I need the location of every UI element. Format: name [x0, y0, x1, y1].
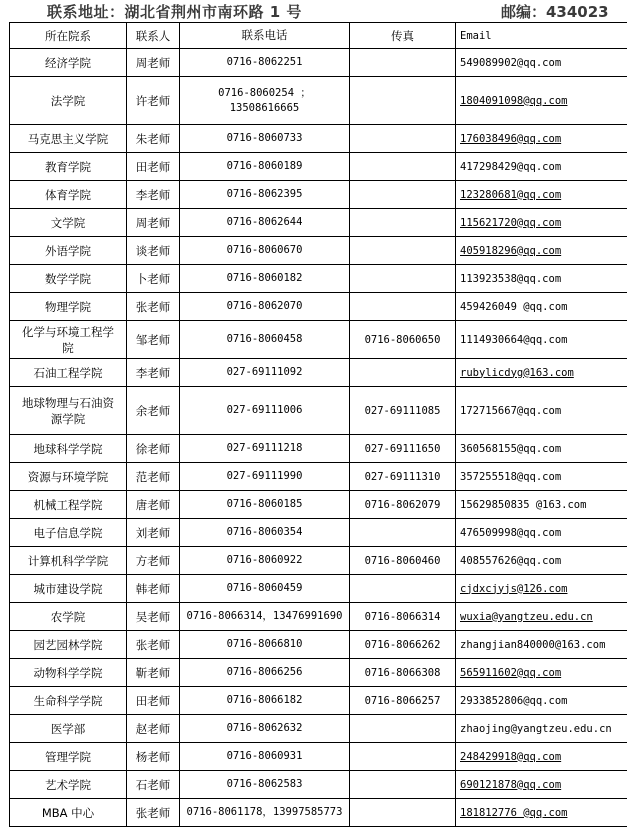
department-cell-text: 体育学院: [45, 187, 91, 202]
phone-cell: [180, 387, 350, 435]
email-link[interactable]: 248429918@qq.com: [460, 750, 562, 763]
email-cell: [456, 519, 627, 547]
contact-table: [9, 22, 627, 827]
fax-cell: [350, 387, 456, 435]
department-cell: [10, 435, 127, 463]
table-row: [10, 237, 627, 265]
table-row: [10, 49, 627, 77]
column-header-fax: 传真: [350, 23, 456, 49]
fax-cell: [350, 209, 456, 237]
contact-cell-text: 周老师: [135, 215, 171, 230]
email-link: 360568155@qq.com: [460, 442, 562, 455]
department-cell-text: 资源与环境学院: [27, 469, 109, 484]
phone-cell: [180, 519, 350, 547]
contact-cell: [127, 293, 180, 321]
table-header-row: [10, 23, 627, 49]
phone-cell: [180, 49, 350, 77]
contact-cell: [127, 631, 180, 659]
email-cell: [456, 547, 627, 575]
email-link: 113923538@qq.com: [460, 272, 562, 285]
department-cell-text: 马克思主义学院: [27, 131, 109, 146]
phone-cell: [180, 209, 350, 237]
phone-cell: [180, 237, 350, 265]
phone-cell-text: 027-69111092: [226, 366, 303, 378]
contact-cell: [127, 491, 180, 519]
fax-cell-text: 0716-8066262: [364, 638, 441, 651]
department-cell: [10, 575, 127, 603]
department-cell-text: 电子信息学院: [33, 525, 103, 540]
fax-cell: [350, 519, 456, 547]
table-row: [10, 293, 627, 321]
table-row: [10, 575, 627, 603]
email-cell: [456, 631, 627, 659]
email-link: zhangjian840000@163.com: [460, 638, 606, 651]
contact-cell: [127, 387, 180, 435]
email-link: zhaojing@yangtzeu.edu.cn: [460, 722, 612, 735]
phone-cell-text: 0716-8060922: [226, 554, 303, 566]
department-cell: [10, 321, 127, 359]
contact-cell: [127, 125, 180, 153]
department-cell: [10, 153, 127, 181]
email-cell: [456, 237, 627, 265]
phone-cell: [180, 359, 350, 387]
contact-cell: [127, 209, 180, 237]
email-cell: [456, 743, 627, 771]
fax-cell-text: 0716-8062079: [364, 498, 441, 511]
table-row: [10, 547, 627, 575]
department-cell-text: 城市建设学院: [33, 581, 103, 596]
contact-cell: [127, 265, 180, 293]
contact-cell: [127, 237, 180, 265]
phone-cell: [180, 743, 350, 771]
email-link: 408557626@qq.com: [460, 554, 562, 567]
fax-cell-text: 027-69111085: [364, 404, 441, 417]
fax-cell: [350, 237, 456, 265]
contact-cell: [127, 49, 180, 77]
contact-cell: [127, 463, 180, 491]
fax-cell: [350, 631, 456, 659]
contact-cell-text: 李老师: [135, 365, 171, 380]
table-row: [10, 659, 627, 687]
phone-cell: [180, 153, 350, 181]
phone-cell: [180, 181, 350, 209]
fax-cell: [350, 547, 456, 575]
phone-cell: [180, 631, 350, 659]
email-cell: [456, 181, 627, 209]
fax-cell-text: 0716-8066314: [364, 610, 441, 623]
department-cell-text: 计算机科学学院: [27, 553, 109, 568]
email-cell: [456, 209, 627, 237]
contact-cell-text: 唐老师: [135, 497, 171, 512]
contact-cell-text: 张老师: [135, 805, 171, 820]
email-cell: [456, 715, 627, 743]
email-link: 549089902@qq.com: [460, 56, 562, 69]
fax-cell: [350, 321, 456, 359]
department-cell-text: 艺术学院: [45, 777, 91, 792]
phone-cell-text: 0716-8060733: [226, 132, 303, 144]
phone-cell: [180, 463, 350, 491]
phone-cell: [180, 603, 350, 631]
department-cell: [10, 293, 127, 321]
contact-cell-text: 邹老师: [135, 332, 171, 347]
contact-cell: [127, 743, 180, 771]
department-cell: [10, 687, 127, 715]
department-cell: [10, 77, 127, 125]
department-cell: [10, 49, 127, 77]
department-cell: [10, 125, 127, 153]
contact-cell: [127, 771, 180, 799]
email-cell: [456, 491, 627, 519]
fax-cell-text: 027-69111650: [364, 442, 441, 455]
fax-cell-text: 0716-8066308: [364, 666, 441, 679]
phone-cell-text: 0716-8066182: [226, 694, 303, 706]
email-cell: [456, 771, 627, 799]
email-link: 357255518@qq.com: [460, 470, 562, 483]
fax-cell: [350, 49, 456, 77]
table-row: [10, 153, 627, 181]
fax-cell-text: 027-69111310: [364, 470, 441, 483]
contact-cell-text: 朱老师: [135, 131, 171, 146]
contact-cell: [127, 715, 180, 743]
contact-cell: [127, 77, 180, 125]
department-cell: [10, 181, 127, 209]
email-cell: [456, 125, 627, 153]
department-cell: [10, 547, 127, 575]
contact-cell-text: 周老师: [135, 55, 171, 70]
department-cell: [10, 265, 127, 293]
department-cell-text: 法学院: [50, 93, 86, 108]
table-row: [10, 491, 627, 519]
phone-cell-text: 0716-8060931: [226, 750, 303, 762]
department-cell: [10, 237, 127, 265]
table-row: [10, 631, 627, 659]
fax-cell: [350, 265, 456, 293]
column-header-contact: 联系人: [127, 23, 180, 49]
department-cell-text: 经济学院: [45, 55, 91, 70]
email-cell: [456, 77, 627, 125]
contact-cell: [127, 687, 180, 715]
phone-cell-text: 0716-8060458: [226, 333, 303, 345]
phone-cell-text: 0716-8060182: [226, 272, 303, 284]
phone-cell: [180, 575, 350, 603]
contact-cell: [127, 799, 180, 827]
email-cell: [456, 435, 627, 463]
email-link[interactable]: rubylicdyg@163.com: [460, 366, 574, 379]
table-row: [10, 435, 627, 463]
contact-cell-text: 吴老师: [135, 609, 171, 624]
fax-cell: [350, 575, 456, 603]
phone-cell-text: 027-69111218: [226, 442, 303, 454]
email-link[interactable]: 181812776 @qq.com: [460, 806, 568, 819]
table-row: [10, 77, 627, 125]
phone-cell: [180, 491, 350, 519]
table-row: [10, 463, 627, 491]
phone-cell-text: 0716-8062644: [226, 216, 303, 228]
phone-cell-text: 0716-8060185: [226, 498, 303, 510]
contact-cell-text: 田老师: [135, 159, 171, 174]
department-cell: [10, 519, 127, 547]
fax-cell-text: 0716-8060460: [364, 554, 441, 567]
email-cell: [456, 575, 627, 603]
department-cell-text: 数学学院: [45, 271, 91, 286]
phone-cell: [180, 659, 350, 687]
table-row: [10, 265, 627, 293]
department-cell: [10, 631, 127, 659]
phone-cell-text: 0716-8060354: [226, 526, 303, 538]
department-cell-text: 外语学院: [45, 243, 91, 258]
table-row: [10, 181, 627, 209]
column-header-email: Email: [456, 23, 627, 49]
phone-cell: [180, 321, 350, 359]
email-cell: [456, 153, 627, 181]
phone-cell-text: 0716-8062583: [226, 778, 303, 790]
email-link: 417298429@qq.com: [460, 160, 562, 173]
table-row: [10, 687, 627, 715]
fax-cell: [350, 435, 456, 463]
phone-cell: [180, 125, 350, 153]
contact-cell-text: 许老师: [135, 93, 171, 108]
contact-cell: [127, 519, 180, 547]
phone-cell-text: 0716-8060459: [226, 582, 303, 594]
email-cell: [456, 49, 627, 77]
email-link[interactable]: 1804091098@qq.com: [460, 94, 568, 107]
table-row: [10, 603, 627, 631]
email-link: 1114930664@qq.com: [460, 333, 568, 346]
email-link[interactable]: 115621720@qq.com: [460, 216, 562, 229]
email-link[interactable]: cjdxcjyjs@126.com: [460, 582, 568, 595]
email-link[interactable]: 176038496@qq.com: [460, 132, 562, 145]
fax-cell: [350, 771, 456, 799]
phone-cell: [180, 771, 350, 799]
table-row: [10, 743, 627, 771]
contact-cell-text: 张老师: [135, 637, 171, 652]
department-cell: [10, 209, 127, 237]
contact-cell-text: 赵老师: [135, 721, 171, 736]
contact-cell-text: 卜老师: [135, 271, 171, 286]
department-cell-text: 医学部: [50, 721, 86, 736]
email-cell: [456, 687, 627, 715]
fax-cell: [350, 463, 456, 491]
department-cell-text: 地球物理与石油资 源学院: [22, 395, 114, 426]
contact-cell-text: 方老师: [135, 553, 171, 568]
contact-cell: [127, 435, 180, 463]
table-row: [10, 715, 627, 743]
contact-cell: [127, 153, 180, 181]
fax-cell: [350, 659, 456, 687]
table-row: [10, 387, 627, 435]
fax-cell: [350, 491, 456, 519]
email-link: 172715667@qq.com: [460, 404, 562, 417]
contact-cell: [127, 659, 180, 687]
email-link[interactable]: 405918296@qq.com: [460, 244, 562, 257]
phone-cell-text: 0716-8062395: [226, 188, 303, 200]
phone-cell-text: 0716-8066256: [226, 666, 303, 678]
email-link: 15629850835 @163.com: [460, 498, 587, 511]
department-cell-text: 动物科学学院: [33, 665, 103, 680]
department-cell: [10, 799, 127, 827]
contact-address: 联系地址：湖北省荆州市南环路 1 号: [47, 3, 302, 21]
fax-cell: [350, 153, 456, 181]
email-link[interactable]: 690121878@qq.com: [460, 778, 562, 791]
column-header-department: 所在院系: [10, 23, 127, 49]
email-link: 2933852806@qq.com: [460, 694, 568, 707]
table-row: [10, 771, 627, 799]
contact-cell: [127, 603, 180, 631]
fax-cell: [350, 293, 456, 321]
contact-cell-text: 靳老师: [135, 665, 171, 680]
phone-cell: [180, 687, 350, 715]
contact-cell-text: 李老师: [135, 187, 171, 202]
email-cell: [456, 659, 627, 687]
department-cell-text: 化学与环境工程学 院: [22, 324, 114, 355]
phone-cell-text: 027-69111006: [226, 404, 303, 416]
department-cell-text: 文学院: [50, 215, 86, 230]
phone-cell: [180, 799, 350, 827]
email-cell: [456, 799, 627, 827]
department-cell-text: MBA 中心: [41, 805, 95, 820]
department-cell-text: 园艺园林学院: [33, 637, 103, 652]
table-row: [10, 359, 627, 387]
phone-cell: [180, 547, 350, 575]
phone-cell-text: 0716-8066314，13476991690: [186, 610, 343, 622]
fax-cell: [350, 799, 456, 827]
contact-cell-text: 范老师: [135, 469, 171, 484]
contact-cell: [127, 359, 180, 387]
department-cell: [10, 359, 127, 387]
contact-cell-text: 余老师: [135, 403, 171, 418]
department-cell-text: 石油工程学院: [33, 365, 103, 380]
contact-cell: [127, 547, 180, 575]
contact-cell-text: 田老师: [135, 693, 171, 708]
fax-cell: [350, 687, 456, 715]
contact-cell: [127, 575, 180, 603]
department-cell: [10, 743, 127, 771]
contact-cell-text: 韩老师: [135, 581, 171, 596]
fax-cell-text: 0716-8060650: [364, 333, 441, 346]
phone-cell: [180, 715, 350, 743]
department-cell: [10, 771, 127, 799]
department-cell-text: 物理学院: [45, 299, 91, 314]
contact-cell: [127, 321, 180, 359]
fax-cell: [350, 125, 456, 153]
email-cell: [456, 603, 627, 631]
fax-cell: [350, 715, 456, 743]
email-link: 459426049 @qq.com: [460, 300, 568, 313]
email-cell: [456, 387, 627, 435]
phone-cell-text: 0716-8062632: [226, 722, 303, 734]
department-cell-text: 机械工程学院: [33, 497, 103, 512]
department-cell: [10, 659, 127, 687]
phone-cell-text: 0716-8062070: [226, 300, 303, 312]
table-row: [10, 321, 627, 359]
phone-cell: [180, 77, 350, 125]
email-cell: [456, 359, 627, 387]
phone-cell: [180, 265, 350, 293]
email-link: 476509998@qq.com: [460, 526, 562, 539]
column-header-phone: 联系电话: [180, 23, 350, 49]
email-link[interactable]: 565911602@qq.com: [460, 666, 562, 679]
table-row: [10, 209, 627, 237]
phone-cell-text: 0716-8062251: [226, 56, 303, 68]
department-cell: [10, 491, 127, 519]
email-cell: [456, 293, 627, 321]
table-row: [10, 125, 627, 153]
email-cell: [456, 265, 627, 293]
table-row: [10, 799, 627, 827]
department-cell-text: 农学院: [50, 609, 86, 624]
contact-cell-text: 杨老师: [135, 749, 171, 764]
fax-cell-text: 0716-8066257: [364, 694, 441, 707]
contact-cell-text: 刘老师: [135, 525, 171, 540]
email-link[interactable]: 123280681@qq.com: [460, 188, 562, 201]
phone-cell-text: 027-69111990: [226, 470, 303, 482]
phone-cell-text: 0716-8060189: [226, 160, 303, 172]
page-header: [0, 0, 627, 22]
department-cell-text: 地球科学学院: [33, 441, 103, 456]
postal-code: 邮编：434023: [501, 3, 609, 21]
contact-cell: [127, 181, 180, 209]
department-cell: [10, 603, 127, 631]
phone-cell: [180, 435, 350, 463]
table-row: [10, 519, 627, 547]
phone-cell-text: 0716-8060254 ； 13508616665: [218, 86, 311, 114]
contact-cell-text: 石老师: [135, 777, 171, 792]
phone-cell-text: 0716-8061178，13997585773: [186, 806, 343, 818]
fax-cell: [350, 603, 456, 631]
department-cell: [10, 387, 127, 435]
fax-cell: [350, 77, 456, 125]
department-cell-text: 教育学院: [45, 159, 91, 174]
contact-cell-text: 徐老师: [135, 441, 171, 456]
department-cell: [10, 715, 127, 743]
email-link[interactable]: wuxia@yangtzeu.edu.cn: [460, 610, 593, 623]
department-cell: [10, 463, 127, 491]
department-cell-text: 生命科学学院: [33, 693, 103, 708]
fax-cell: [350, 181, 456, 209]
contact-cell-text: 张老师: [135, 299, 171, 314]
phone-cell-text: 0716-8060670: [226, 244, 303, 256]
fax-cell: [350, 743, 456, 771]
department-cell-text: 管理学院: [45, 749, 91, 764]
email-cell: [456, 463, 627, 491]
phone-cell-text: 0716-8066810: [226, 638, 303, 650]
phone-cell: [180, 293, 350, 321]
fax-cell: [350, 359, 456, 387]
contact-cell-text: 谈老师: [135, 243, 171, 258]
email-cell: [456, 321, 627, 359]
